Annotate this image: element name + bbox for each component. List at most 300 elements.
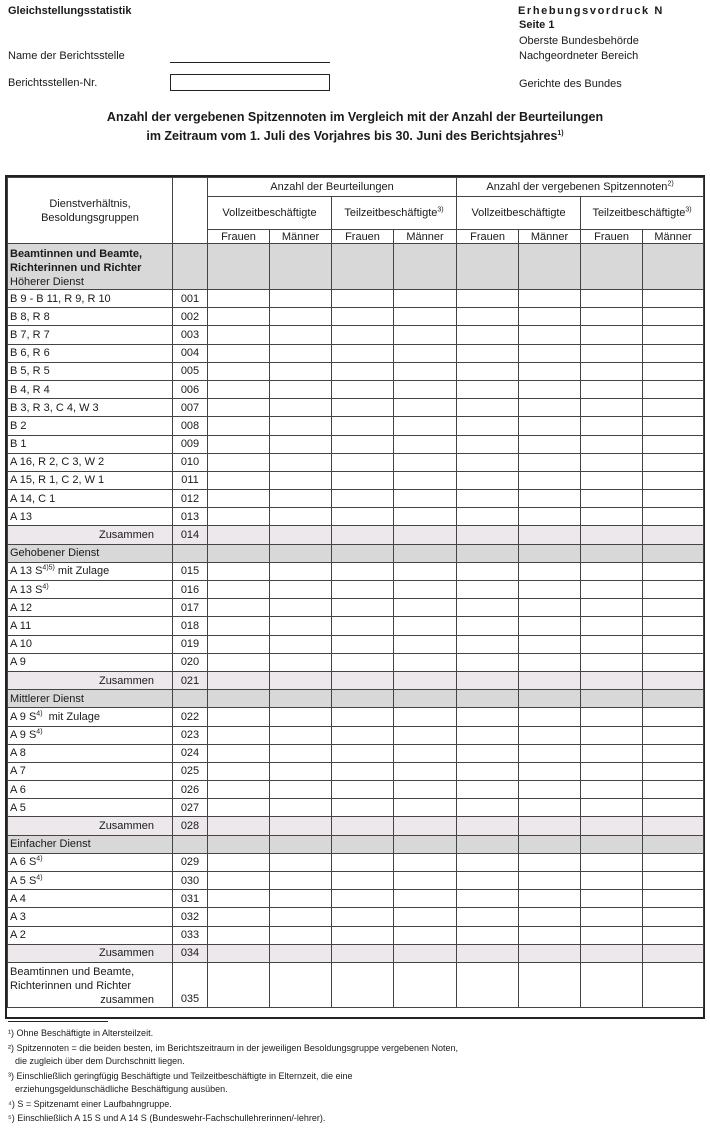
entry-cell[interactable] — [457, 417, 519, 435]
entry-cell[interactable] — [394, 290, 457, 308]
entry-cell[interactable] — [394, 708, 457, 726]
entry-cell[interactable] — [643, 344, 704, 362]
entry-cell[interactable] — [643, 617, 704, 635]
entry-cell[interactable] — [643, 308, 704, 326]
entry-cell[interactable] — [519, 671, 581, 689]
entry-cell[interactable] — [457, 435, 519, 453]
entry-cell[interactable] — [394, 872, 457, 890]
entry-cell[interactable] — [394, 653, 457, 671]
entry-cell[interactable] — [519, 762, 581, 780]
entry-cell[interactable] — [394, 435, 457, 453]
entry-cell[interactable] — [394, 962, 457, 1007]
entry-cell[interactable] — [332, 308, 394, 326]
entry-cell[interactable] — [332, 744, 394, 762]
entry-cell[interactable] — [332, 799, 394, 817]
entry-cell[interactable] — [519, 726, 581, 744]
entry-cell[interactable] — [457, 781, 519, 799]
entry-cell[interactable] — [208, 653, 270, 671]
entry-cell[interactable] — [581, 471, 643, 489]
entry-cell — [270, 244, 332, 290]
entry-cell[interactable] — [270, 872, 332, 890]
entry-cell[interactable] — [519, 599, 581, 617]
entry-cell[interactable] — [270, 326, 332, 344]
entry-cell — [394, 835, 457, 853]
entry-cell[interactable] — [270, 435, 332, 453]
entry-cell[interactable] — [643, 599, 704, 617]
entry-cell[interactable] — [519, 708, 581, 726]
entry-cell[interactable] — [270, 599, 332, 617]
entry-cell[interactable] — [332, 562, 394, 580]
entry-cell[interactable] — [457, 562, 519, 580]
entry-cell[interactable] — [643, 799, 704, 817]
entry-cell[interactable] — [643, 380, 704, 398]
entry-cell[interactable] — [581, 599, 643, 617]
entry-cell[interactable] — [332, 399, 394, 417]
entry-cell[interactable] — [394, 599, 457, 617]
entry-cell[interactable] — [643, 326, 704, 344]
entry-cell[interactable] — [643, 908, 704, 926]
entry-cell[interactable] — [457, 526, 519, 544]
entry-cell[interactable] — [332, 635, 394, 653]
row-code: 015 — [173, 562, 208, 580]
pay-group-label: A 8 — [8, 744, 173, 762]
entry-cell[interactable] — [643, 744, 704, 762]
entry-cell[interactable] — [457, 671, 519, 689]
entry-cell[interactable] — [643, 708, 704, 726]
entry-cell[interactable] — [643, 490, 704, 508]
entry-cell[interactable] — [394, 799, 457, 817]
entry-cell[interactable] — [270, 944, 332, 962]
entry-cell[interactable] — [208, 399, 270, 417]
entry-cell[interactable] — [208, 962, 270, 1007]
entry-cell[interactable] — [394, 490, 457, 508]
entry-cell[interactable] — [208, 290, 270, 308]
entry-cell[interactable] — [581, 399, 643, 417]
entry-cell[interactable] — [332, 599, 394, 617]
entry-cell[interactable] — [581, 671, 643, 689]
entry-cell[interactable] — [457, 744, 519, 762]
entry-cell[interactable] — [457, 708, 519, 726]
entry-cell[interactable] — [581, 417, 643, 435]
entry-cell[interactable] — [208, 380, 270, 398]
entry-cell[interactable] — [519, 962, 581, 1007]
entry-cell[interactable] — [643, 671, 704, 689]
entry-cell[interactable] — [208, 581, 270, 599]
entry-cell[interactable] — [581, 435, 643, 453]
entry-cell[interactable] — [208, 490, 270, 508]
entry-cell[interactable] — [208, 762, 270, 780]
pay-group-label: A 4 — [8, 890, 173, 908]
entry-cell[interactable] — [581, 653, 643, 671]
entry-cell[interactable] — [270, 581, 332, 599]
entry-cell[interactable] — [519, 326, 581, 344]
entry-cell — [581, 835, 643, 853]
entry-cell[interactable] — [394, 744, 457, 762]
entry-cell[interactable] — [519, 635, 581, 653]
entry-cell[interactable] — [332, 290, 394, 308]
entry-cell[interactable] — [581, 380, 643, 398]
entry-cell[interactable] — [457, 290, 519, 308]
entry-cell[interactable] — [394, 362, 457, 380]
entry-cell[interactable] — [643, 853, 704, 871]
entry-cell[interactable] — [519, 471, 581, 489]
entry-cell[interactable] — [457, 599, 519, 617]
entry-cell[interactable] — [581, 799, 643, 817]
entry-cell[interactable] — [208, 417, 270, 435]
header-men: Männer — [643, 230, 704, 244]
entry-cell[interactable] — [519, 890, 581, 908]
entry-cell[interactable] — [332, 962, 394, 1007]
entry-cell[interactable] — [332, 908, 394, 926]
entry-cell[interactable] — [457, 508, 519, 526]
entry-cell[interactable] — [270, 908, 332, 926]
entry-cell[interactable] — [208, 326, 270, 344]
entry-cell[interactable] — [519, 653, 581, 671]
entry-cell[interactable] — [519, 526, 581, 544]
header-top-grades: Anzahl der vergebenen Spitzennoten$^{2)}$ — [457, 178, 704, 197]
entry-cell[interactable] — [332, 817, 394, 835]
entry-cell[interactable] — [394, 617, 457, 635]
entry-cell[interactable] — [270, 926, 332, 944]
footnote-1: ¹) Ohne Beschäftigte in Altersteilzeit. — [8, 1028, 154, 1038]
entry-cell[interactable] — [643, 290, 704, 308]
entry-cell[interactable] — [332, 581, 394, 599]
entry-cell[interactable] — [581, 708, 643, 726]
entry-cell[interactable] — [270, 290, 332, 308]
entry-cell[interactable] — [394, 581, 457, 599]
entry-cell[interactable] — [643, 635, 704, 653]
entry-cell[interactable] — [394, 890, 457, 908]
entry-cell[interactable] — [270, 817, 332, 835]
entry-cell[interactable] — [332, 872, 394, 890]
entry-cell[interactable] — [270, 362, 332, 380]
entry-cell[interactable] — [208, 708, 270, 726]
entry-cell[interactable] — [581, 944, 643, 962]
reporting-office-number-input[interactable] — [170, 74, 330, 91]
entry-cell[interactable] — [394, 908, 457, 926]
entry-cell[interactable] — [457, 726, 519, 744]
entry-cell[interactable] — [457, 653, 519, 671]
entry-cell[interactable] — [581, 308, 643, 326]
entry-cell[interactable] — [457, 399, 519, 417]
entry-cell[interactable] — [208, 508, 270, 526]
entry-cell[interactable] — [457, 326, 519, 344]
entry-cell[interactable] — [457, 872, 519, 890]
entry-cell[interactable] — [332, 508, 394, 526]
entry-cell[interactable] — [643, 817, 704, 835]
entry-cell[interactable] — [643, 399, 704, 417]
entry-cell[interactable] — [519, 853, 581, 871]
entry-cell[interactable] — [643, 526, 704, 544]
entry-cell[interactable] — [457, 635, 519, 653]
entry-cell[interactable] — [270, 653, 332, 671]
entry-cell[interactable] — [394, 926, 457, 944]
entry-cell[interactable] — [457, 926, 519, 944]
entry-cell[interactable] — [394, 508, 457, 526]
entry-cell[interactable] — [270, 781, 332, 799]
entry-cell[interactable] — [270, 762, 332, 780]
entry-cell[interactable] — [643, 762, 704, 780]
entry-cell[interactable] — [208, 926, 270, 944]
entry-cell[interactable] — [394, 399, 457, 417]
entry-cell[interactable] — [643, 471, 704, 489]
entry-cell[interactable] — [519, 435, 581, 453]
entry-cell[interactable] — [643, 453, 704, 471]
entry-cell[interactable] — [270, 708, 332, 726]
entry-cell[interactable] — [394, 308, 457, 326]
entry-cell[interactable] — [208, 344, 270, 362]
entry-cell[interactable] — [394, 344, 457, 362]
entry-cell[interactable] — [394, 817, 457, 835]
entry-cell — [457, 835, 519, 853]
entry-cell[interactable] — [643, 362, 704, 380]
entry-cell[interactable] — [208, 635, 270, 653]
entry-cell[interactable] — [643, 417, 704, 435]
entry-cell[interactable] — [581, 562, 643, 580]
entry-cell[interactable] — [394, 380, 457, 398]
entry-cell[interactable] — [208, 617, 270, 635]
entry-cell[interactable] — [270, 853, 332, 871]
entry-cell[interactable] — [519, 308, 581, 326]
entry-cell[interactable] — [394, 762, 457, 780]
entry-cell[interactable] — [270, 635, 332, 653]
entry-cell[interactable] — [332, 762, 394, 780]
entry-cell[interactable] — [643, 781, 704, 799]
entry-cell[interactable] — [519, 872, 581, 890]
entry-cell[interactable] — [519, 399, 581, 417]
entry-cell[interactable] — [394, 781, 457, 799]
entry-cell[interactable] — [332, 490, 394, 508]
entry-cell[interactable] — [519, 744, 581, 762]
entry-cell[interactable] — [581, 926, 643, 944]
entry-cell[interactable] — [208, 308, 270, 326]
entry-cell[interactable] — [581, 853, 643, 871]
entry-cell[interactable] — [457, 908, 519, 926]
entry-cell[interactable] — [457, 490, 519, 508]
row-code: 004 — [173, 344, 208, 362]
entry-cell[interactable] — [270, 471, 332, 489]
entry-cell[interactable] — [457, 817, 519, 835]
entry-cell[interactable] — [332, 435, 394, 453]
entry-cell[interactable] — [208, 781, 270, 799]
entry-cell[interactable] — [519, 908, 581, 926]
entry-cell[interactable] — [208, 726, 270, 744]
entry-cell[interactable] — [643, 944, 704, 962]
entry-cell[interactable] — [519, 781, 581, 799]
entry-cell[interactable] — [581, 872, 643, 890]
entry-cell[interactable] — [332, 944, 394, 962]
entry-cell[interactable] — [394, 944, 457, 962]
entry-cell[interactable] — [519, 581, 581, 599]
entry-cell[interactable] — [394, 326, 457, 344]
entry-cell — [332, 835, 394, 853]
entry-cell[interactable] — [332, 708, 394, 726]
entry-cell[interactable] — [270, 399, 332, 417]
entry-cell[interactable] — [208, 853, 270, 871]
entry-cell[interactable] — [332, 617, 394, 635]
entry-cell[interactable] — [519, 344, 581, 362]
entry-cell[interactable] — [457, 581, 519, 599]
reporting-office-name-input[interactable] — [170, 62, 330, 63]
entry-cell[interactable] — [643, 890, 704, 908]
entry-cell[interactable] — [581, 581, 643, 599]
entry-cell[interactable] — [394, 726, 457, 744]
entry-cell[interactable] — [208, 890, 270, 908]
entry-cell[interactable] — [581, 962, 643, 1007]
entry-cell[interactable] — [208, 471, 270, 489]
entry-cell[interactable] — [519, 417, 581, 435]
entry-cell[interactable] — [270, 380, 332, 398]
entry-cell[interactable] — [394, 453, 457, 471]
row-code: 003 — [173, 326, 208, 344]
entry-cell[interactable] — [581, 781, 643, 799]
entry-cell[interactable] — [394, 526, 457, 544]
entry-cell[interactable] — [332, 326, 394, 344]
entry-cell[interactable] — [643, 435, 704, 453]
entry-cell[interactable] — [643, 653, 704, 671]
entry-cell[interactable] — [270, 562, 332, 580]
entry-cell[interactable] — [208, 599, 270, 617]
entry-cell[interactable] — [643, 508, 704, 526]
pay-group-label: A 9 $S^{4)}$ — [8, 726, 173, 744]
entry-cell[interactable] — [332, 726, 394, 744]
entry-cell[interactable] — [332, 417, 394, 435]
entry-cell[interactable] — [519, 562, 581, 580]
entry-cell[interactable] — [581, 908, 643, 926]
entry-cell[interactable] — [208, 908, 270, 926]
entry-cell[interactable] — [270, 799, 332, 817]
entry-cell[interactable] — [457, 362, 519, 380]
entry-cell[interactable] — [457, 617, 519, 635]
entry-cell[interactable] — [270, 671, 332, 689]
entry-cell[interactable] — [581, 762, 643, 780]
entry-cell[interactable] — [394, 417, 457, 435]
entry-cell[interactable] — [457, 453, 519, 471]
entry-cell[interactable] — [270, 962, 332, 1007]
entry-cell[interactable] — [457, 344, 519, 362]
entry-cell[interactable] — [581, 617, 643, 635]
entry-cell[interactable] — [332, 526, 394, 544]
entry-cell[interactable] — [394, 635, 457, 653]
entry-cell[interactable] — [270, 526, 332, 544]
entry-cell[interactable] — [519, 944, 581, 962]
entry-cell[interactable] — [581, 744, 643, 762]
entry-cell[interactable] — [519, 617, 581, 635]
entry-cell[interactable] — [208, 435, 270, 453]
entry-cell[interactable] — [332, 653, 394, 671]
entry-cell[interactable] — [208, 562, 270, 580]
entry-cell[interactable] — [643, 581, 704, 599]
entry-cell[interactable] — [270, 490, 332, 508]
entry-cell[interactable] — [208, 526, 270, 544]
entry-cell[interactable] — [332, 781, 394, 799]
entry-cell[interactable] — [581, 726, 643, 744]
entry-cell[interactable] — [581, 290, 643, 308]
footnote-2: ²) Spitzennoten = die beiden besten, im Berichtszeitraum in der jeweiligen Besoldungsgruppe vergebenen Noten, — [8, 1043, 459, 1053]
entry-cell[interactable] — [457, 890, 519, 908]
entry-cell[interactable] — [208, 453, 270, 471]
entry-cell[interactable] — [643, 726, 704, 744]
entry-cell[interactable] — [394, 671, 457, 689]
entry-cell[interactable] — [519, 362, 581, 380]
entry-cell[interactable] — [519, 380, 581, 398]
entry-cell[interactable] — [270, 890, 332, 908]
entry-cell[interactable] — [457, 944, 519, 962]
entry-cell[interactable] — [457, 762, 519, 780]
entry-cell[interactable] — [643, 872, 704, 890]
code-cell — [173, 544, 208, 562]
entry-cell[interactable] — [208, 362, 270, 380]
entry-cell[interactable] — [332, 453, 394, 471]
entry-cell[interactable] — [519, 817, 581, 835]
entry-cell[interactable] — [332, 890, 394, 908]
entry-cell[interactable] — [519, 799, 581, 817]
entry-cell[interactable] — [581, 362, 643, 380]
entry-cell[interactable] — [270, 344, 332, 362]
entry-cell[interactable] — [332, 671, 394, 689]
entry-cell[interactable] — [457, 308, 519, 326]
entry-cell[interactable] — [332, 926, 394, 944]
entry-cell[interactable] — [581, 490, 643, 508]
entry-cell[interactable] — [270, 417, 332, 435]
entry-cell[interactable] — [332, 344, 394, 362]
entry-cell[interactable] — [270, 726, 332, 744]
entry-cell[interactable] — [332, 471, 394, 489]
entry-cell[interactable] — [208, 671, 270, 689]
entry-cell[interactable] — [394, 562, 457, 580]
entry-cell[interactable] — [270, 508, 332, 526]
entry-cell[interactable] — [394, 471, 457, 489]
entry-cell[interactable] — [643, 562, 704, 580]
entry-cell[interactable] — [394, 853, 457, 871]
entry-cell[interactable] — [270, 308, 332, 326]
row-code: 018 — [173, 617, 208, 635]
entry-cell[interactable] — [643, 962, 704, 1007]
entry-cell[interactable] — [519, 490, 581, 508]
entry-cell[interactable] — [332, 853, 394, 871]
entry-cell[interactable] — [581, 890, 643, 908]
entry-cell[interactable] — [208, 944, 270, 962]
entry-cell[interactable] — [457, 380, 519, 398]
entry-cell[interactable] — [581, 635, 643, 653]
entry-cell[interactable] — [643, 926, 704, 944]
entry-cell[interactable] — [332, 362, 394, 380]
entry-cell[interactable] — [208, 872, 270, 890]
entry-cell[interactable] — [581, 526, 643, 544]
entry-cell[interactable] — [208, 817, 270, 835]
row-code: 029 — [173, 853, 208, 871]
entry-cell[interactable] — [457, 853, 519, 871]
entry-cell[interactable] — [519, 926, 581, 944]
entry-cell[interactable] — [270, 744, 332, 762]
entry-cell[interactable] — [519, 453, 581, 471]
entry-cell[interactable] — [332, 380, 394, 398]
entry-cell[interactable] — [457, 962, 519, 1007]
entry-cell[interactable] — [270, 453, 332, 471]
entry-cell[interactable] — [581, 508, 643, 526]
entry-cell[interactable] — [457, 471, 519, 489]
entry-cell[interactable] — [519, 290, 581, 308]
entry-cell[interactable] — [208, 799, 270, 817]
entry-cell[interactable] — [581, 817, 643, 835]
entry-cell[interactable] — [581, 344, 643, 362]
entry-cell[interactable] — [457, 799, 519, 817]
entry-cell[interactable] — [581, 326, 643, 344]
entry-cell[interactable] — [270, 617, 332, 635]
entry-cell[interactable] — [519, 508, 581, 526]
entry-cell[interactable] — [208, 744, 270, 762]
entry-cell[interactable] — [581, 453, 643, 471]
